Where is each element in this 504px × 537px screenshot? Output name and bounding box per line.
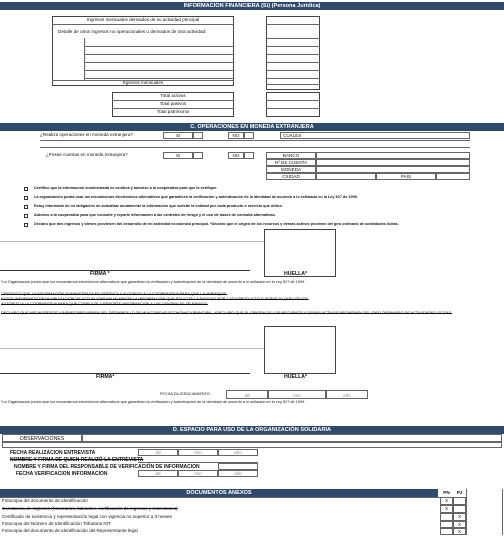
- doc-pn-mark[interactable]: [440, 521, 453, 528]
- cert-checkbox[interactable]: [24, 205, 28, 209]
- doc-pn-mark[interactable]: X: [440, 497, 453, 505]
- moneda-label: MONEDA: [266, 166, 316, 173]
- responsable-field[interactable]: [218, 463, 258, 470]
- cert-caps: ESTOY INFORMADO DE MI OBLIGACIÓN DE ACTUALIZAR ANUALMENTE LA INFORMACIÓN QUE SOLICITE LA ENTIDAD POR CADA PRODUCTO O SERVICIO QUE UTILICE.: [1, 297, 309, 301]
- huella-label-2: HUELLA*: [284, 374, 308, 380]
- cuenta-label: Nº DE CUENTA: [266, 159, 316, 166]
- ciudad-label: CIUDAD: [266, 173, 316, 180]
- doc-pj-mark[interactable]: X: [453, 528, 466, 535]
- no-operaciones-check[interactable]: [244, 132, 254, 139]
- doc-pj-mark[interactable]: X: [453, 521, 466, 528]
- ciudad-field[interactable]: [316, 173, 376, 180]
- cert-checkbox[interactable]: [24, 196, 28, 200]
- q-cuentas: ¿Posee cuentas en moneda extranjera?: [46, 152, 128, 157]
- firma-label-2: FIRMA*: [96, 374, 115, 380]
- bullet: *: [84, 48, 86, 53]
- income-box: [52, 16, 234, 86]
- fecha-verificacion-label: FECHA VERIFICACION INFORMACION: [16, 471, 108, 477]
- cert-text: Certifico que la información suministrada es verídica y autorizo a la cooperativa para que la verifique.: [34, 186, 218, 190]
- pn-header: PN: [443, 490, 450, 495]
- pais-label: PAIS: [376, 173, 436, 180]
- bullet: *: [84, 40, 86, 45]
- entrevista-mm[interactable]: mm: [178, 449, 218, 456]
- verificacion-ano[interactable]: año: [218, 470, 258, 477]
- entrevista-dd[interactable]: dd: [138, 449, 178, 456]
- legal-note: *La Organización podrá usar los mecanismos electrónicos alternativos que garanticen la verificación y autenticación de la identidad de acuerdo a lo señalado en la Ley 527 de 1999.: [1, 280, 306, 284]
- si-cuentas[interactable]: SI: [163, 152, 193, 159]
- si-operaciones[interactable]: SI: [163, 132, 193, 139]
- observaciones-field-2[interactable]: [2, 442, 502, 448]
- signature-line: [0, 270, 250, 271]
- cert-checkbox[interactable]: [24, 187, 28, 191]
- totals-values-box[interactable]: [266, 92, 320, 117]
- cert-checkbox[interactable]: [24, 214, 28, 218]
- section-d-header: D. ESPACIO PARA USO DE LA ORGANIZACIÓN SOLIDARIA: [0, 426, 504, 434]
- fecha-diligenciamiento-label: FECHA DILIGENCIAMIENTO: [160, 392, 210, 396]
- bullet: *: [84, 64, 86, 69]
- observaciones-field[interactable]: [82, 434, 502, 442]
- cert-checkbox[interactable]: [24, 223, 28, 227]
- doc-pn-mark[interactable]: X: [440, 505, 453, 513]
- doc-pn-mark[interactable]: [440, 513, 453, 521]
- moneda-field[interactable]: [316, 166, 470, 173]
- cert-text: Estoy informado de mi obligación de actualizar anualmente la información que solicite la entidad por cada producto o servicio que utilice.: [34, 204, 283, 208]
- docs-header: DOCUMENTOS ANEXOS: [0, 489, 438, 497]
- bullet: *: [84, 56, 86, 61]
- total-patrimonio-label: Total patrimonio: [156, 109, 190, 114]
- bullet: *: [84, 72, 86, 77]
- cert-caps: AUTORIZO A LA COOPERATIVA PARA QUE CONSULTE Y REPORTE INFORMACIÓN A LAS CENTRALES DE RIESGO.: [1, 302, 208, 306]
- fingerprint-box-2[interactable]: [264, 326, 336, 374]
- doc-label: Fotocopia del Número de Identificación Tributaria NIT: [2, 521, 111, 526]
- egresos-label: Egresos mensuales: [122, 80, 164, 85]
- cert-caps: DECLARO QUE MIS INGRESOS Y BIENES PROVIENEN DEL DESARROLLO DE MI ACTIVIDAD ECONÓMICA PRINCIPAL. *DECLARO QUE EL ORIGEN DE LOS RECURSOS Y DEMÁS ACTIVOS PROVIENEN DEL GIRO ORDINARIO DE ACTIVIDADES LÍCITAS.: [1, 311, 453, 315]
- doc-pj-mark[interactable]: [453, 497, 466, 505]
- section-c-header: C. OPERACIONES EN MONEDA EXTRANJERA: [0, 123, 504, 131]
- total-pasivos-label: Total pasivos: [159, 101, 187, 106]
- banco-label: BANCO: [266, 152, 316, 159]
- fecha-mm[interactable]: mm: [268, 390, 326, 399]
- ingresos-label: Ingresos mensuales derivados de su actividad principal: [86, 17, 200, 22]
- pais-field[interactable]: [436, 173, 470, 180]
- si-operaciones-check[interactable]: [193, 132, 203, 139]
- no-cuentas-check[interactable]: [244, 152, 254, 159]
- cert-caps: CERTIFICO QUE LA INFORMACIÓN SUMINISTRADA ES VERÍDICA Y AUTORIZO A LA COOPERATIVA PARA QUE LA VERIFIQUE.: [1, 292, 228, 296]
- firma-label: FIRMA *: [90, 271, 110, 277]
- cert-text: Declaro que mis ingresos y bienes provienen del desarrollo de mi actividad económica principal. *Declaro que el origen de los recursos y demás activos proviene del giro ordinario de actividades lícitas.: [34, 222, 399, 226]
- doc-pn-mark[interactable]: [440, 528, 453, 535]
- cuenta-field[interactable]: [316, 159, 470, 166]
- fecha-entrevista-label: FECHA REALIZACION ENTREVISTA: [10, 450, 96, 456]
- fecha-ano[interactable]: año: [326, 390, 368, 399]
- no-operaciones[interactable]: NO: [228, 132, 244, 139]
- otros-ingresos-label: Detalle de otros ingresos no operacionales u derivados de otra actividad:: [58, 29, 207, 34]
- verificacion-mm[interactable]: mm: [178, 470, 218, 477]
- doc-pj-mark[interactable]: X: [453, 513, 466, 521]
- cert-text: Autorizo a la cooperativa para que consulte y reporte información a las centrales de riesgo y el uso de bases de consulta alternativas.: [34, 213, 276, 217]
- doc-label: Certificado de existencia y representación legal con vigencia no superior a 3 meses: [2, 514, 172, 519]
- huella-label: HUELLA*: [284, 271, 308, 277]
- section-financiera-header: INFORMACION FINANCIERA (Si) (Persona Jurídica): [0, 2, 504, 10]
- observaciones-label: OBSERVACIONES: [2, 434, 82, 442]
- verificacion-dd[interactable]: dd: [138, 470, 178, 477]
- si-cuentas-check[interactable]: [193, 152, 203, 159]
- doc-label: Fotocopia del documento de identificación: [2, 498, 88, 503]
- doc-label: Fotocopia del documento de identificación del Representante legal: [2, 528, 138, 533]
- doc-label: Constancia de ingresos (honorarios, laborales, certificación de ingresos y retenciones): [2, 506, 178, 511]
- fingerprint-box[interactable]: [264, 229, 336, 277]
- nombre-entrevista-label: NOMBRE Y FIRMA DE QUIEN REALIZÓ LA ENTREVISTA: [10, 457, 144, 463]
- responsable-label: NOMBRE Y FIRMA DEL RESPONSABLE DE VERIFICACIÓN DE INFORMACION: [14, 464, 200, 470]
- fecha-dd[interactable]: dd: [226, 390, 268, 399]
- no-cuentas[interactable]: NO: [228, 152, 244, 159]
- doc-pj-mark[interactable]: [453, 505, 466, 513]
- legal-note-2: *La Organización podrá usar los mecanismos electrónicos alternativos que garanticen la verificación y autenticación de la identidad de acuerdo a lo señalado en la Ley 527 de 1999.: [1, 400, 306, 404]
- pj-header: PJ: [456, 490, 463, 495]
- q-operaciones: ¿Realiza operaciones en moneda extranjera?: [40, 132, 133, 137]
- entrevista-ano[interactable]: año: [218, 449, 258, 456]
- cert-text: La organización podrá usar los mecanismos electrónicos alternativos que garanticen la verificación y autenticación de la identidad de acuerdo a lo señalado en la Ley 527 de 1999.: [34, 195, 358, 199]
- signature-line-2: [0, 373, 250, 374]
- banco-field[interactable]: [316, 152, 470, 159]
- total-activos-label: Total activos: [160, 93, 186, 98]
- cuales-field[interactable]: CUALES: [280, 132, 470, 139]
